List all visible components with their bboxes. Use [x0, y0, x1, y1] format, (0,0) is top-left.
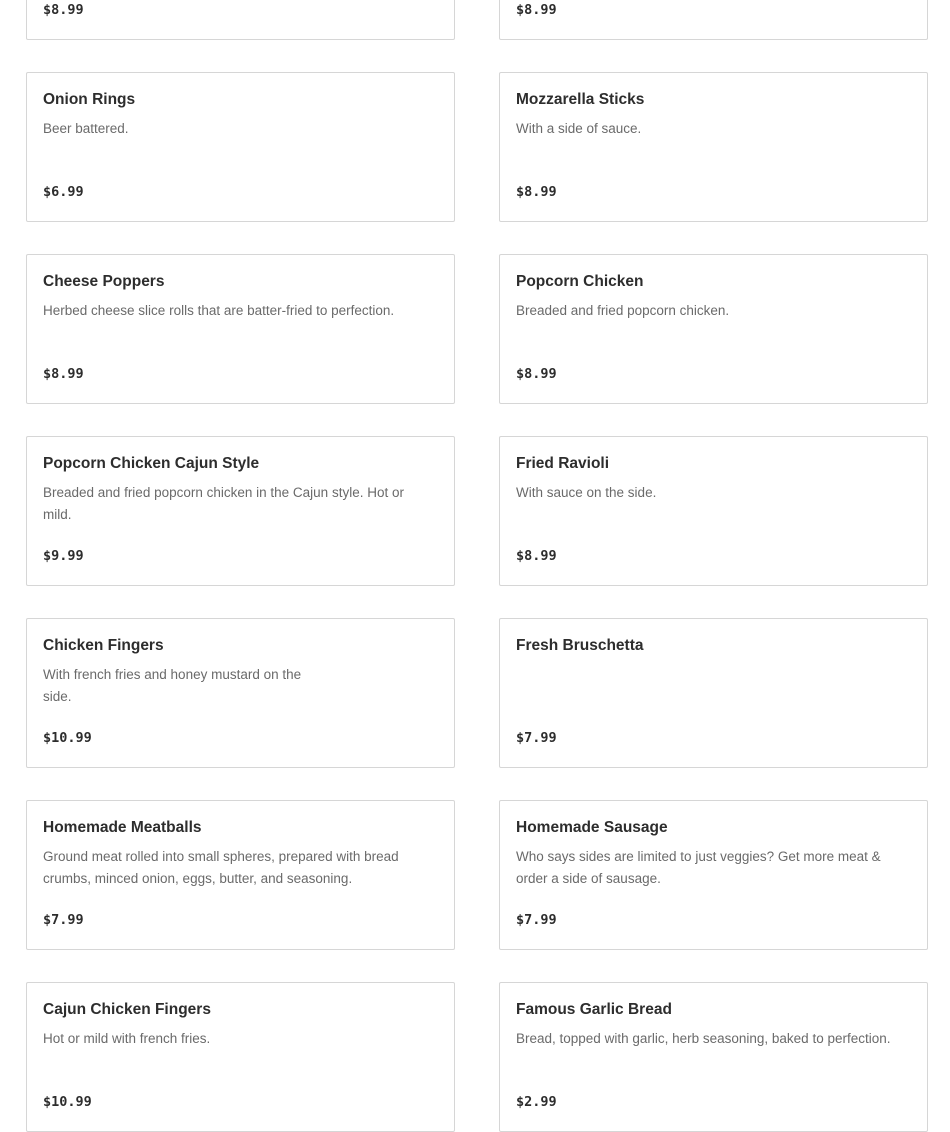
menu-item-card[interactable] [499, 436, 928, 586]
menu-item-description: Who says sides are limited to just veggies? Get more meat & order a side of sausage. [516, 849, 881, 886]
menu-item-name: Fresh Bruschetta [516, 637, 644, 654]
menu-item-name: Onion Rings [43, 91, 136, 108]
menu-item-card[interactable] [26, 72, 455, 222]
menu-item-name: Popcorn Chicken Cajun Style [43, 455, 260, 472]
menu-item-name: Cheese Poppers [43, 273, 165, 290]
menu-item-description: Breaded and fried popcorn chicken in the Cajun style. Hot or mild. [43, 485, 404, 522]
menu-item-card[interactable] [26, 800, 455, 950]
menu-item-name: Chicken Fingers [43, 637, 164, 654]
menu-item-name: Mozzarella Sticks [516, 91, 645, 108]
menu-item-name: Popcorn Chicken [516, 273, 644, 290]
menu-item-description: With french fries and honey mustard on the side. [43, 667, 302, 704]
menu-item-name: Homemade Meatballs [43, 819, 202, 836]
menu-item-card[interactable] [26, 982, 455, 1132]
menu-item-price: $10.99 [43, 730, 92, 746]
menu-item-card[interactable] [26, 254, 455, 404]
menu-item-price: $10.99 [43, 1094, 92, 1110]
menu-item-description: Bread, topped with garlic, herb seasoning, baked to perfection. [516, 1031, 891, 1046]
menu-item-price: $2.99 [516, 1094, 557, 1110]
menu-item-price: $7.99 [516, 912, 557, 928]
menu-item-description: Ground meat rolled into small spheres, prepared with bread crumbs, minced onion, eggs, butter, and seasoning. [43, 849, 399, 886]
menu-item-price: $9.99 [43, 548, 84, 564]
menu-item-price: $8.99 [516, 2, 557, 18]
menu-item-price: $6.99 [43, 184, 84, 200]
menu-item-price: $8.99 [516, 184, 557, 200]
menu-item-price: $8.99 [516, 366, 557, 382]
menu-item-name: Fried Ravioli [516, 455, 610, 472]
menu-item-card[interactable] [499, 618, 928, 768]
menu-item-description: Herbed cheese slice rolls that are batter-fried to perfection. [43, 303, 395, 318]
menu-item-description: With a side of sauce. [516, 121, 642, 136]
menu-item-description: Breaded and fried popcorn chicken. [516, 303, 730, 318]
menu-item-description: With sauce on the side. [516, 485, 657, 500]
menu-item-price: $7.99 [43, 912, 84, 928]
menu-item-name: Homemade Sausage [516, 819, 668, 836]
menu-item-card[interactable] [26, 618, 455, 768]
menu-item-card[interactable] [26, 436, 455, 586]
menu-item-card[interactable] [499, 254, 928, 404]
menu-item-card[interactable] [499, 982, 928, 1132]
menu-item-card[interactable] [26, 0, 455, 40]
menu-item-card[interactable] [499, 800, 928, 950]
menu-item-price: $7.99 [516, 730, 557, 746]
menu-items-grid [26, 0, 928, 1132]
menu-item-description: Beer battered. [43, 121, 129, 136]
menu-item-name: Famous Garlic Bread [516, 1001, 672, 1018]
menu-item-price: $8.99 [516, 548, 557, 564]
menu-item-price: $8.99 [43, 366, 84, 382]
menu-item-description: Hot or mild with french fries. [43, 1031, 211, 1046]
menu-item-name: Cajun Chicken Fingers [43, 1001, 211, 1018]
menu-item-card[interactable] [499, 0, 928, 40]
menu-item-card[interactable] [499, 72, 928, 222]
menu-item-price: $8.99 [43, 2, 84, 18]
